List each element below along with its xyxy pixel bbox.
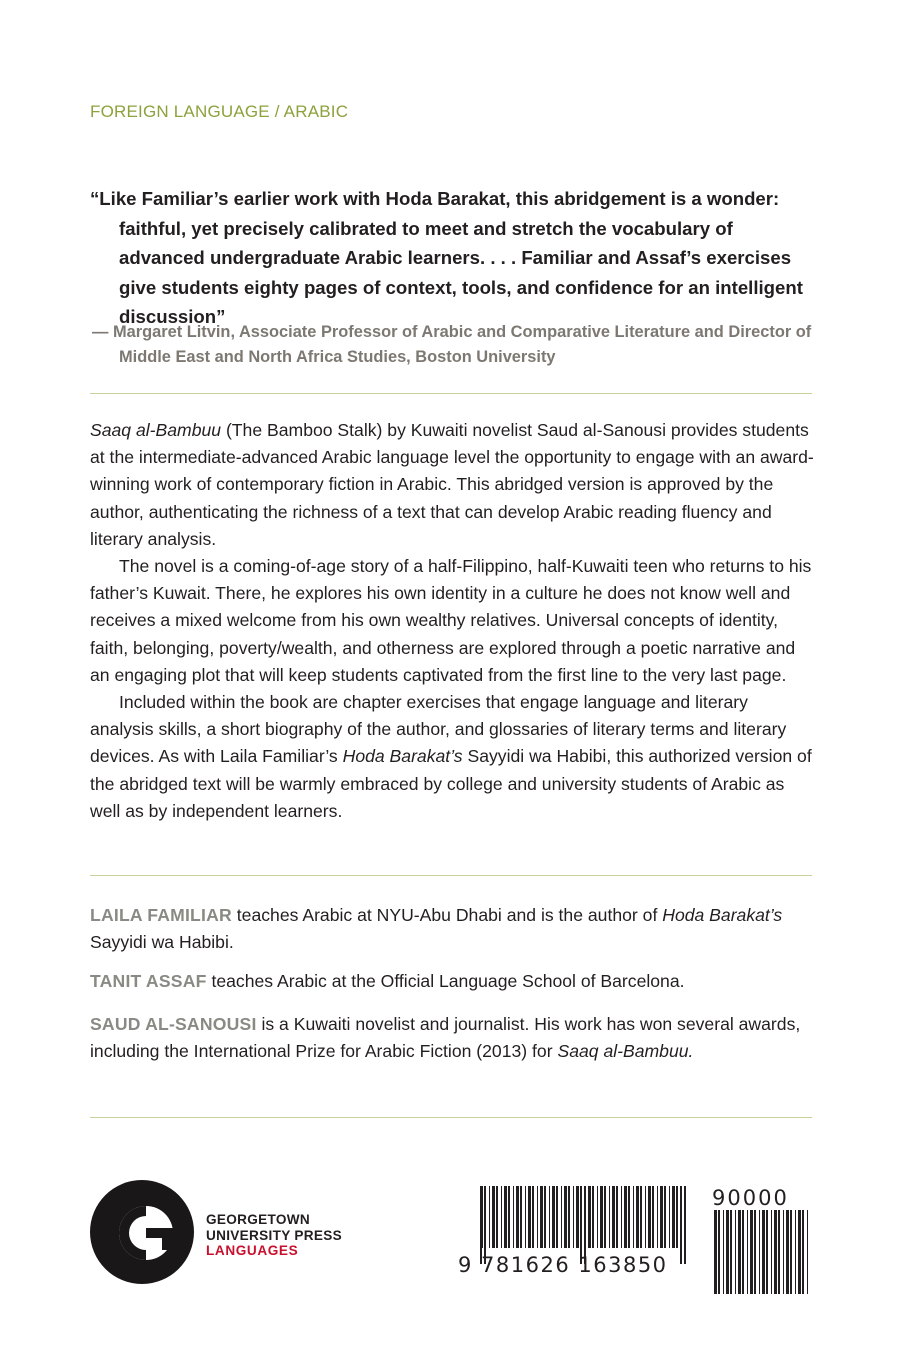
divider [90, 393, 812, 394]
attribution-dash: — [92, 323, 113, 341]
barcode-bar [640, 1186, 642, 1248]
barcode-bar [798, 1210, 801, 1294]
barcode-bar [738, 1210, 741, 1294]
barcode-bar [597, 1186, 598, 1248]
barcode-bar [612, 1186, 615, 1248]
barcode-bar [754, 1210, 756, 1294]
barcode-bar [513, 1186, 514, 1248]
barcode-bar [802, 1210, 804, 1294]
publisher-imprint: LANGUAGES [206, 1243, 299, 1258]
barcode-bar [766, 1210, 768, 1294]
barcode-bar [540, 1186, 543, 1248]
barcode-bar [795, 1210, 796, 1294]
divider [90, 875, 812, 876]
barcode-bar [664, 1186, 666, 1248]
barcode-bar [726, 1210, 729, 1294]
barcode-bar [568, 1186, 570, 1248]
barcode-bar [576, 1186, 579, 1248]
book-title-italic: Saaq al-Bambuu [90, 420, 222, 440]
barcode-bar [600, 1186, 603, 1248]
barcode-bar [592, 1186, 594, 1248]
barcode-bar [786, 1210, 789, 1294]
barcode-bar [774, 1210, 777, 1294]
publisher-line: UNIVERSITY PRESS [206, 1227, 342, 1243]
barcode-bar [648, 1186, 651, 1248]
barcode-bar [771, 1210, 772, 1294]
endorsement-quote [90, 184, 820, 332]
barcode-bar [807, 1210, 808, 1294]
description-paragraph: The novel is a coming-of-age story of a half-Filippino, half-Kuwaiti teen who returns to his father’s Kuwait. There, he explores his own identity in a culture he does not know well and receives a mixed welcome from his own wealthy relatives. Universal concepts of identity, faith, belonging, poverty/wealth, and otherness are explored through a poetic narrative and an engaging plot that will keep students captivated from the first line to the very last page. [90, 556, 812, 685]
barcode-bar [532, 1186, 534, 1248]
barcode-bar [621, 1186, 622, 1248]
barcode-bar [492, 1186, 495, 1248]
description-paragraph: Saaq al-Bambuu (The Bamboo Stalk) by Kuwaiti novelist Saud al-Sanousi provides students at the intermediate-advanced Arabic language level the opportunity to engage with an award-winning work of contemporary fiction in Arabic. This abridged version is approved by the author, authenticating the richness of a text that can develop Arabic reading fluency and literary analysis. [90, 420, 814, 549]
barcode-bar [636, 1186, 639, 1248]
barcode-bar [750, 1210, 753, 1294]
author-bio: TANIT ASSAF teaches Arabic at the Official Language School of Barcelona. [90, 971, 685, 991]
barcode-bar [778, 1210, 780, 1294]
barcode-bar [676, 1186, 678, 1248]
attribution-name: Margaret Litvin, [112, 323, 235, 341]
barcode-bar [549, 1186, 550, 1248]
barcode-bar [672, 1186, 675, 1248]
barcode-bar [790, 1210, 792, 1294]
author-bio: LAILA FAMILIAR teaches Arabic at NYU-Abu Dhabi and is the author of Hoda Barakat’s Sayyidi wa Habibi. [90, 905, 783, 953]
barcode-bar [573, 1186, 574, 1248]
isbn-number: 9 781626 163850 [458, 1253, 668, 1277]
book-description [90, 417, 814, 825]
barcode-bar [633, 1186, 634, 1248]
barcode-bar [496, 1186, 498, 1248]
barcode-bar [652, 1186, 654, 1248]
barcode-bar [552, 1186, 555, 1248]
barcode-bar [624, 1186, 627, 1248]
barcode-bar [564, 1186, 567, 1248]
barcode-bar [501, 1186, 502, 1248]
barcode-bar [628, 1186, 630, 1248]
barcode-bar [660, 1186, 663, 1248]
barcode-bar [544, 1186, 546, 1248]
barcode-bar [723, 1210, 724, 1294]
quote-attribution [92, 320, 822, 369]
divider [90, 1117, 812, 1118]
barcode-bar [714, 1210, 717, 1294]
barcode-bar [616, 1186, 618, 1248]
book-title-italic: Hoda Barakat’s [342, 746, 463, 767]
barcode-bar [657, 1186, 658, 1248]
barcode-bar [489, 1186, 490, 1248]
bio-name: TANIT ASSAF [90, 971, 207, 991]
quote-text: “Like Familiar’s earlier work with Hoda Barakat, this abridgement is a wonder: faithful, yet precisely calibrated to meet and stretch the vocabulary of advanced undergraduate Arabic learners. . . . Familiar and Assaf’s exercises give students eighty pages of context, tools, and confidence for an intelligent discussion” [90, 188, 803, 327]
author-bio: SAUD AL-SANOUSI is a Kuwaiti novelist and journalist. His work has won several awards, including the International Prize for Arabic Fiction (2013) for Saaq al-Bambuu. [90, 1014, 801, 1062]
price-addon-number: 90000 [712, 1186, 789, 1210]
barcode-bar [528, 1186, 531, 1248]
barcode-bar [504, 1186, 507, 1248]
bio-name: SAUD AL-SANOUSI [90, 1014, 257, 1034]
barcode-bar [588, 1186, 591, 1248]
barcode-bar [508, 1186, 510, 1248]
barcode-bar [556, 1186, 558, 1248]
barcode-bar [604, 1186, 606, 1248]
georgetown-g-logo-icon [88, 1178, 196, 1286]
bio-name: LAILA FAMILIAR [90, 905, 232, 925]
publisher-name [206, 1212, 342, 1259]
barcode-bar [537, 1186, 538, 1248]
barcode-bar [718, 1210, 720, 1294]
publisher-line: GEORGETOWN [206, 1212, 310, 1227]
barcode-bar [742, 1210, 744, 1294]
barcode-bar [730, 1210, 732, 1294]
description-paragraph: Included within the book are chapter exercises that engage language and literary analysis skills, a short biography of the author, and glossaries of literary terms and literary devices. As with Laila Familiar’s Hoda Barakat’s Sayyidi wa Habibi, this authorized version of the abridged text will be warmly embraced by college and university students of Arabic as well as by independent learners. [90, 692, 812, 821]
barcode-bar [525, 1186, 526, 1248]
barcode-bar [520, 1186, 522, 1248]
barcode-bar [762, 1210, 765, 1294]
barcode-bar [735, 1210, 736, 1294]
barcode-guard-bar [684, 1186, 686, 1264]
barcode-bar [669, 1186, 670, 1248]
barcode-bar [645, 1186, 646, 1248]
category-label: FOREIGN LANGUAGE / ARABIC [90, 102, 349, 121]
barcode-bar [759, 1210, 760, 1294]
barcode-bar [783, 1210, 784, 1294]
barcode-bar [561, 1186, 562, 1248]
barcode-bar [609, 1186, 610, 1248]
attribution-title: Associate Professor of Arabic and Comparative Literature and Director of Middle East and North Africa Studies, Boston University [119, 323, 812, 366]
barcode-bar [516, 1186, 519, 1248]
barcode-bar [747, 1210, 748, 1294]
barcode-guard-bar [680, 1186, 682, 1264]
